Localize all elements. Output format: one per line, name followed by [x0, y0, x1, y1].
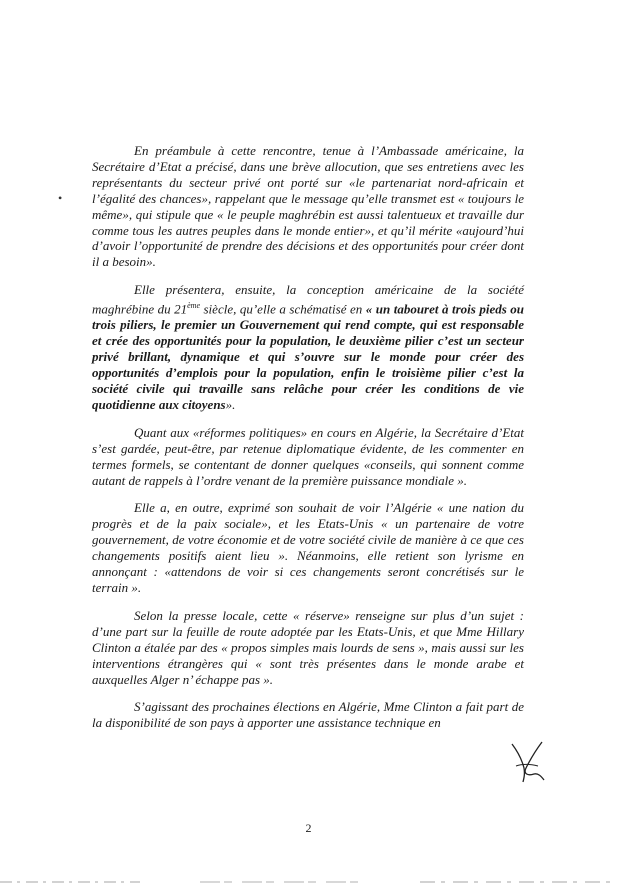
paragraph-2 [92, 282, 524, 413]
paragraph-4 [92, 500, 524, 595]
paragraph-5-segment: Selon la presse locale, cette « réserve» renseigne sur plus d’un sujet : d’une part sur la feuille de route adoptée par les Etats-Unis, et que Mme Hillary Clinton a étalée par des « propos simples mais lourds de sens », mais aussi sur les interventions étrangères qui « sont très présentes dans le monde arabe et auxquelles Alger n’ échappe pas ». [92, 607, 524, 687]
paragraph-3 [92, 425, 524, 489]
paragraph-2-segment: « un tabouret à trois pieds ou trois piliers, le premier un Gouvernement qui rend compte, qui est responsable et crée des opportunités pour la population, le deuxième pilier c’est un secteur privé brillant, dynamique et qui s’ouvre sur le monde pour créer des opportunités d’emplois pour la population, enfin le troisième pilier c’est la société civile qui travaille sans relâche pour créer les conditions de vie quotidienne aux citoyens [92, 301, 524, 412]
paragraph-6-segment: S’agissant des prochaines élections en Algérie, Mme Clinton a fait part de la disponibilité de son pays à apporter une assistance technique en [92, 699, 524, 731]
paragraph-2-segment: ». [225, 396, 236, 412]
paragraph-4-segment: Elle a, en outre, exprimé son souhait de voir l’Algérie « une nation du progrès et de la paix sociale», et les Etats-Unis « un partenaire de votre gouvernement, de votre économie et de votre société civile de manière à ce que ces changements positifs aient lieu ». Néanmoins, elle retient son lyrisme en annonçant : «attendons de voir si ces changements seront concrétisés sur le terrain ». [92, 500, 524, 595]
paragraph-2-segment: ème [187, 301, 200, 311]
margin-mark: • [58, 191, 63, 205]
paragraph-3-segment: Quant aux «réformes politiques» en cours en Algérie, la Secrétaire d’Etat s’est gardée, peut-être, par retenue diplomatique évidente, de les commenter en termes formels, se contentant de donner quelques «conseils, qui sonnent comme autant de rappels à l’ordre venant de la première puissance mondiale ». [92, 424, 524, 488]
handwritten-initials [508, 738, 548, 784]
paragraph-1-segment: En préambule à cette rencontre, tenue à l’Ambassade américaine, la Secrétaire d’Etat a précisé, dans une brève allocution, que ses entretiens avec les représentants du secteur privé ont porté sur «le partenariat nord-africain et l’égalité des chances», rappelant que le message qu’elle transmet est « toujours le même», qui stipule que « le peuple maghrébin est aussi talentueux et travaille dur comme tous les autres peuples dans le monde entier», et qu’il mérite «aujourd’hui d’avoir l’opportunité de prendre des décisions et des opportunités pour créer dont il a besoin». [92, 143, 524, 270]
paragraph-2-segment: Elle présentera, ensuite, la conception américaine de la société maghrébine du 21 [92, 282, 524, 317]
paragraph-1 [92, 143, 524, 270]
paragraph-2-segment: siècle, qu’elle a schématisé en [200, 301, 366, 317]
paragraph-6 [92, 699, 524, 731]
body-text [92, 143, 524, 743]
page-number: 2 [305, 821, 312, 835]
paragraph-5 [92, 608, 524, 688]
scan-edge-artifact [0, 880, 617, 884]
